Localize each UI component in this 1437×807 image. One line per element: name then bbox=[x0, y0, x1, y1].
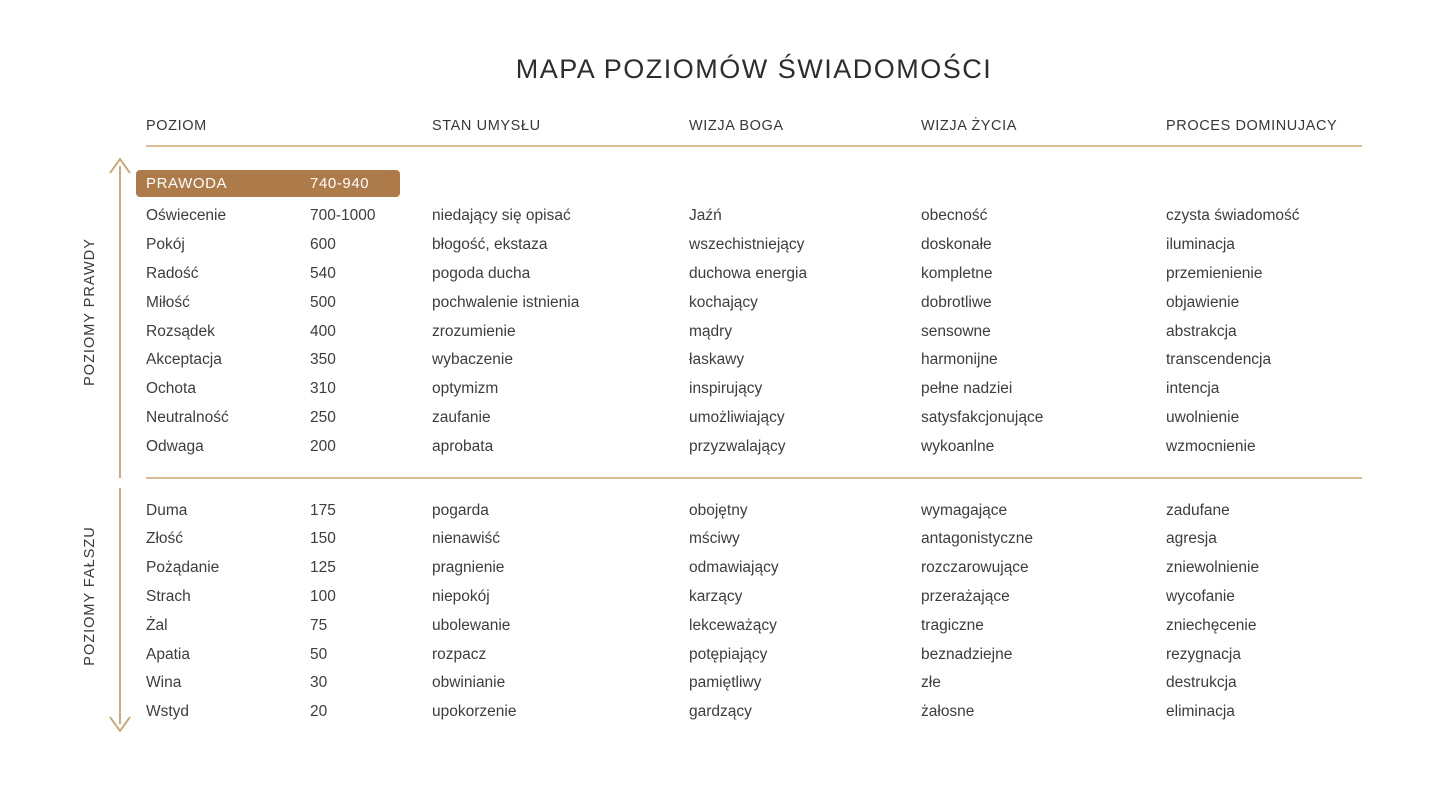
cell-life: rozczarowujące bbox=[921, 559, 1029, 577]
table-row bbox=[146, 432, 1362, 461]
cell-level: Oświecenie bbox=[146, 207, 227, 225]
cell-mind: optymizm bbox=[432, 380, 499, 398]
cell-level: Apatia bbox=[146, 645, 190, 663]
cell-life: antagonistyczne bbox=[921, 530, 1034, 548]
column-header-stan-umyslu: STAN UMYSŁU bbox=[432, 118, 541, 134]
cell-god: duchowa energia bbox=[689, 264, 808, 282]
cell-level: Duma bbox=[146, 501, 188, 519]
cell-life: harmonijne bbox=[921, 351, 998, 369]
cell-life: beznadziejne bbox=[921, 645, 1013, 663]
cell-life: przerażające bbox=[921, 587, 1010, 605]
cell-mind: niedający się opisać bbox=[432, 207, 571, 225]
cell-god: mądry bbox=[689, 322, 733, 340]
cell-mind: zrozumienie bbox=[432, 322, 516, 340]
cell-level: Żal bbox=[146, 616, 168, 634]
cell-process: zniewolnienie bbox=[1166, 559, 1260, 577]
cell-value: 30 bbox=[310, 674, 328, 692]
cell-god: umożliwiający bbox=[689, 408, 785, 426]
cell-level: Radość bbox=[146, 264, 199, 282]
cell-value: 400 bbox=[310, 322, 336, 340]
cell-process: wycofanie bbox=[1166, 587, 1235, 605]
cell-god: łaskawy bbox=[689, 351, 745, 369]
cell-process: iluminacja bbox=[1166, 236, 1235, 254]
truth-rows-section bbox=[146, 202, 1362, 461]
cell-god: lekceważący bbox=[689, 616, 777, 634]
cell-level: Miłość bbox=[146, 293, 190, 311]
cell-level: Pokój bbox=[146, 236, 185, 254]
cell-mind: aprobata bbox=[432, 437, 494, 455]
cell-life: dobrotliwe bbox=[921, 293, 992, 311]
cell-god: karzący bbox=[689, 587, 743, 605]
truth-axis-label: POZIOMY PRAWDY bbox=[82, 238, 98, 386]
cell-value: 250 bbox=[310, 408, 336, 426]
cell-mind: ubolewanie bbox=[432, 616, 511, 634]
cell-life: obecność bbox=[921, 207, 988, 225]
cell-god: przyzwalający bbox=[689, 437, 786, 455]
cell-value: 600 bbox=[310, 236, 336, 254]
cell-value: 500 bbox=[310, 293, 336, 311]
page-title: MAPA POZIOMÓW ŚWIADOMOŚCI bbox=[515, 54, 993, 84]
cell-level: Rozsądek bbox=[146, 322, 215, 340]
cell-value: 175 bbox=[310, 501, 336, 519]
column-header-wizja-zycia: WIZJA ŻYCIA bbox=[921, 118, 1018, 134]
table-row bbox=[146, 231, 1362, 260]
cell-mind: wybaczenie bbox=[432, 351, 513, 369]
cell-mind: upokorzenie bbox=[432, 703, 517, 721]
cell-life: żałosne bbox=[921, 703, 975, 721]
cell-life: pełne nadziei bbox=[921, 380, 1013, 398]
table-row bbox=[146, 611, 1362, 640]
cell-mind: pochwalenie istnienia bbox=[432, 293, 580, 311]
consciousness-table bbox=[146, 118, 1362, 727]
cell-mind: zaufanie bbox=[432, 408, 491, 426]
cell-process: czysta świadomość bbox=[1166, 207, 1300, 225]
cell-mind: rozpacz bbox=[432, 645, 487, 663]
cell-process: zadufane bbox=[1166, 501, 1230, 519]
table-row bbox=[146, 404, 1362, 433]
column-header-poziom: POZIOM bbox=[146, 118, 207, 134]
cell-process: rezygnacja bbox=[1166, 645, 1241, 663]
table-row bbox=[146, 260, 1362, 289]
column-header-proces-dominujacy: PROCES DOMINUJACY bbox=[1166, 118, 1338, 134]
table-row bbox=[146, 346, 1362, 375]
cell-value: 700-1000 bbox=[310, 207, 376, 225]
section-divider bbox=[146, 477, 1362, 479]
cell-process: eliminacja bbox=[1166, 703, 1235, 721]
cell-level: Neutralność bbox=[146, 408, 229, 426]
cell-process: intencja bbox=[1166, 380, 1220, 398]
cell-level: Akceptacja bbox=[146, 351, 222, 369]
cell-god: potępiający bbox=[689, 645, 768, 663]
cell-process: destrukcja bbox=[1166, 674, 1237, 692]
cell-god: gardzący bbox=[689, 703, 752, 721]
cell-god: kochający bbox=[689, 293, 758, 311]
table-row bbox=[146, 496, 1362, 525]
cell-god: Jaźń bbox=[689, 207, 722, 225]
table-header-row bbox=[146, 118, 1362, 147]
cell-level: Strach bbox=[146, 587, 191, 605]
cell-value: 100 bbox=[310, 587, 336, 605]
cell-value: 310 bbox=[310, 380, 336, 398]
table-row bbox=[146, 375, 1362, 404]
cell-process: abstrakcja bbox=[1166, 322, 1237, 340]
cell-life: wymagające bbox=[921, 501, 1008, 519]
cell-level: Wstyd bbox=[146, 703, 190, 721]
cell-value: 125 bbox=[310, 559, 336, 577]
table-row bbox=[146, 554, 1362, 583]
table-row bbox=[146, 669, 1362, 698]
cell-process: uwolnienie bbox=[1166, 408, 1240, 426]
cell-value: 20 bbox=[310, 703, 328, 721]
cell-god: pamiętliwy bbox=[689, 674, 762, 692]
cell-life: satysfakcjonujące bbox=[921, 408, 1044, 426]
cell-mind: pogoda ducha bbox=[432, 264, 531, 282]
cell-mind: pogarda bbox=[432, 501, 489, 519]
table-row bbox=[146, 698, 1362, 727]
prawoda-badge bbox=[136, 170, 400, 197]
cell-value: 75 bbox=[310, 616, 328, 634]
cell-mind: błogość, ekstaza bbox=[432, 236, 548, 254]
cell-god: mściwy bbox=[689, 530, 740, 548]
cell-life: złe bbox=[921, 674, 941, 692]
table-row bbox=[146, 525, 1362, 554]
cell-level: Odwaga bbox=[146, 437, 204, 455]
arrow-up-icon bbox=[107, 156, 133, 478]
table-row bbox=[146, 640, 1362, 669]
cell-process: przemienienie bbox=[1166, 264, 1263, 282]
cell-life: doskonałe bbox=[921, 236, 992, 254]
cell-level: Ochota bbox=[146, 380, 196, 398]
cell-god: obojętny bbox=[689, 501, 748, 519]
table-row bbox=[146, 202, 1362, 231]
highlight-value: 740-940 bbox=[310, 175, 370, 192]
cell-level: Złość bbox=[146, 530, 184, 548]
cell-mind: pragnienie bbox=[432, 559, 505, 577]
cell-level: Wina bbox=[146, 674, 182, 692]
cell-god: odmawiający bbox=[689, 559, 779, 577]
cell-process: zniechęcenie bbox=[1166, 616, 1257, 634]
cell-value: 540 bbox=[310, 264, 336, 282]
highlight-label: PRAWODA bbox=[146, 175, 228, 192]
table-row bbox=[146, 317, 1362, 346]
cell-process: agresja bbox=[1166, 530, 1217, 548]
cell-process: wzmocnienie bbox=[1166, 437, 1256, 455]
table-row bbox=[146, 583, 1362, 612]
cell-mind: niepokój bbox=[432, 587, 490, 605]
cell-value: 150 bbox=[310, 530, 336, 548]
cell-mind: obwinianie bbox=[432, 674, 506, 692]
cell-value: 200 bbox=[310, 437, 336, 455]
highlight-row bbox=[146, 170, 1362, 197]
falsehood-axis-label: POZIOMY FAŁSZU bbox=[82, 526, 98, 666]
cell-value: 350 bbox=[310, 351, 336, 369]
cell-value: 50 bbox=[310, 645, 328, 663]
cell-mind: nienawiść bbox=[432, 530, 501, 548]
cell-process: transcendencja bbox=[1166, 351, 1272, 369]
cell-life: sensowne bbox=[921, 322, 991, 340]
column-header-wizja-boga: WIZJA BOGA bbox=[689, 118, 784, 134]
cell-god: wszechistniejący bbox=[689, 236, 805, 254]
cell-level: Pożądanie bbox=[146, 559, 220, 577]
cell-life: tragiczne bbox=[921, 616, 984, 634]
falsehood-rows-section bbox=[146, 496, 1362, 726]
cell-process: objawienie bbox=[1166, 293, 1240, 311]
cell-life: wykoanlne bbox=[921, 437, 995, 455]
arrow-down-icon bbox=[107, 488, 133, 734]
table-row bbox=[146, 288, 1362, 317]
cell-life: kompletne bbox=[921, 264, 993, 282]
cell-god: inspirujący bbox=[689, 380, 763, 398]
